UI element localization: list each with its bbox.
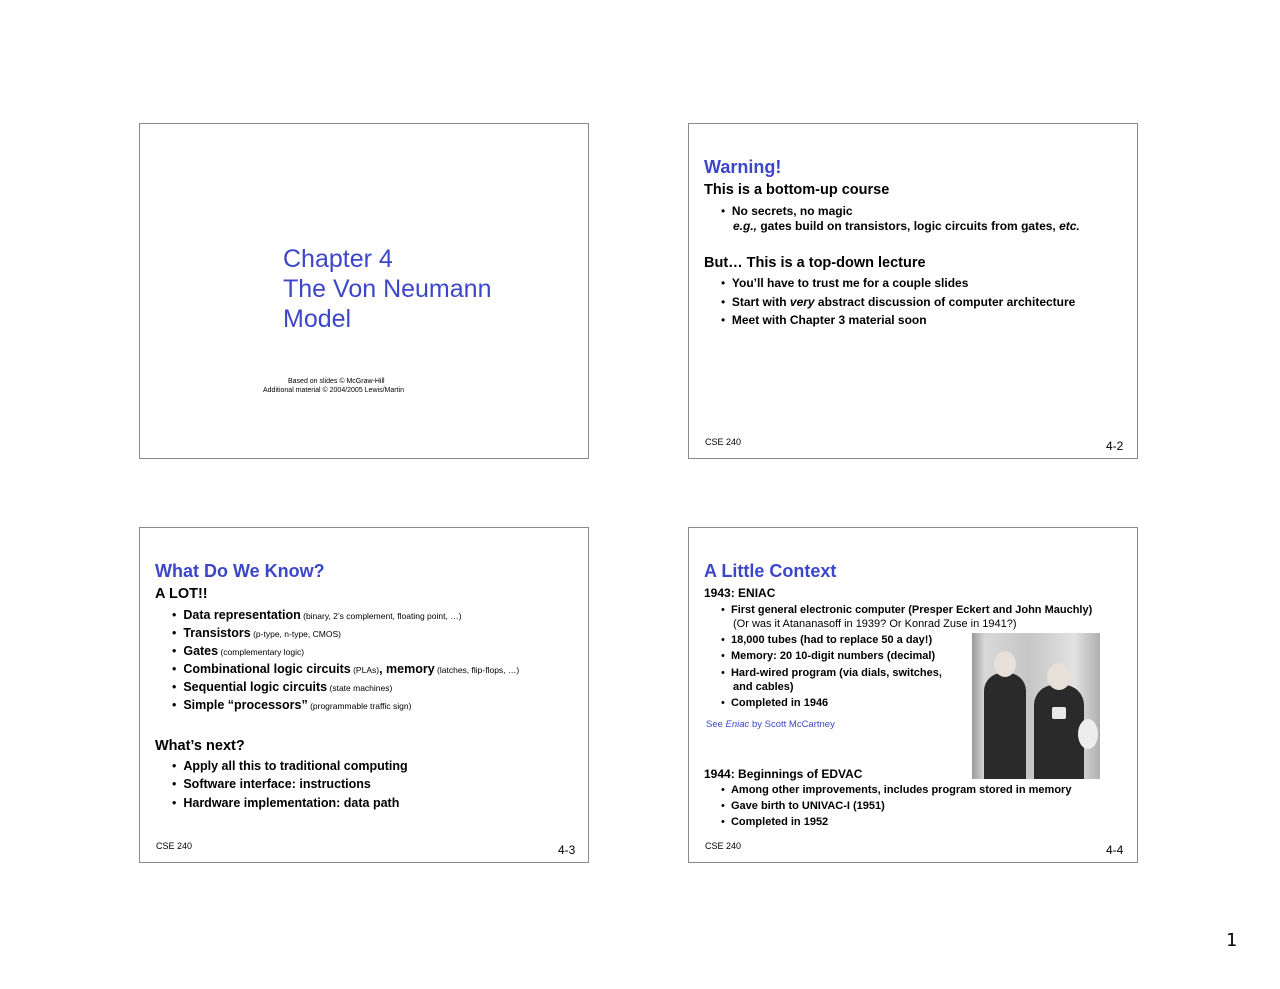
bullet-item: • Completed in 1946 bbox=[721, 697, 829, 709]
slide-title: A Little Context bbox=[704, 561, 837, 581]
reference-link[interactable] bbox=[706, 719, 835, 730]
eg-text: e.g., bbox=[733, 219, 758, 233]
slide-page-number: 4-4 bbox=[1106, 843, 1124, 857]
person-left-silhouette bbox=[984, 673, 1026, 779]
bullet-text: First general electronic computer (Presper Eckert and John Mauchly) bbox=[730, 604, 1093, 616]
bullet-item: • Among other improvements, includes program stored in memory bbox=[721, 784, 1072, 796]
item-note: (programmable traffic sign) bbox=[307, 701, 412, 711]
list-item: • Simple “processors” (programmable traffic sign) bbox=[172, 698, 412, 712]
section-heading: A LOT!! bbox=[155, 586, 208, 602]
bullet-item: • Meet with Chapter 3 material soon bbox=[721, 313, 927, 327]
slide-footer: CSE 240 bbox=[705, 841, 742, 851]
bullet-item: • No secrets, no magic bbox=[721, 204, 853, 218]
item-main: Software interface: instructions bbox=[183, 777, 371, 791]
bullet-item: • Gave birth to UNIVAC-I (1951) bbox=[721, 800, 885, 812]
item-main: Sequential logic circuits bbox=[183, 680, 328, 694]
reference-title: Eniac bbox=[725, 719, 750, 730]
badge-shape bbox=[1052, 707, 1066, 719]
bullet-item: • 18,000 tubes (had to replace 50 a day!) bbox=[721, 634, 933, 646]
slide-title: Warning! bbox=[704, 157, 782, 177]
eniac-inventors-photo-icon bbox=[972, 633, 1100, 779]
bullet-text: Completed in 1946 bbox=[730, 697, 829, 709]
slide-4 bbox=[688, 527, 1138, 863]
slide-footer: CSE 240 bbox=[156, 841, 193, 851]
bullet-text: Start with bbox=[731, 295, 790, 309]
list-item: • Sequential logic circuits (state machines) bbox=[172, 680, 393, 694]
bullet-text: Completed in 1952 bbox=[730, 816, 829, 828]
slide-page-number: 4-3 bbox=[558, 843, 576, 857]
list-item: • Apply all this to traditional computing bbox=[172, 759, 408, 773]
item-note: (binary, 2’s complement, floating point, …) bbox=[300, 611, 462, 621]
bullet-text: Memory: 20 10-digit numbers (decimal) bbox=[730, 650, 936, 662]
bullet-text: You’ll have to trust me for a couple slides bbox=[731, 276, 969, 290]
bullet-item: • Completed in 1952 bbox=[721, 816, 829, 828]
bullet-text: No secrets, no magic bbox=[731, 204, 853, 218]
item-note-2: (latches, flip-flops, …) bbox=[434, 665, 520, 675]
chapter-title bbox=[283, 244, 491, 334]
list-item: • Combinational logic circuits (PLAs), memory (latches, flip-flops, …) bbox=[172, 662, 520, 676]
bullet-text: Among other improvements, includes program stored in memory bbox=[730, 784, 1072, 796]
bullet-text: Gave birth to UNIVAC-I (1951) bbox=[730, 800, 885, 812]
section-heading-2: What’s next? bbox=[155, 738, 245, 754]
slide-title: What Do We Know? bbox=[155, 561, 325, 581]
bullet-text: Hard-wired program (via dials, switches, bbox=[730, 667, 942, 679]
section-heading: 1943: ENIAC bbox=[704, 586, 776, 600]
credit-line-1: Based on slides © McGraw-Hill bbox=[288, 378, 385, 385]
section-heading-2: 1944: Beginnings of EDVAC bbox=[704, 767, 863, 781]
bullet-item: • Hard-wired program (via dials, switches, bbox=[721, 667, 942, 679]
item-note: (p-type, n-type, CMOS) bbox=[250, 629, 341, 639]
list-item: • Transistors (p-type, n-type, CMOS) bbox=[172, 626, 341, 640]
sheet-page-number: 1 bbox=[1226, 930, 1237, 951]
chapter-name-line1: The Von Neumann bbox=[283, 275, 492, 303]
bullet-text: 18,000 tubes (had to replace 50 a day!) bbox=[730, 634, 933, 646]
slide-footer: CSE 240 bbox=[705, 437, 742, 447]
section-heading-2: But… This is a top-down lecture bbox=[704, 255, 926, 271]
item-main: Hardware implementation: data path bbox=[183, 796, 400, 810]
item-main: Apply all this to traditional computing bbox=[183, 759, 408, 773]
person-right-silhouette bbox=[1034, 685, 1084, 779]
reference-text: See bbox=[706, 719, 726, 730]
item-main: Simple “processors” bbox=[183, 698, 308, 712]
sub-bullet: (Or was it Atananasoff in 1939? Or Konrad Zuse in 1941?) bbox=[733, 618, 1017, 630]
credit-line-2: Additional material © 2004/2005 Lewis/Martin bbox=[263, 387, 404, 394]
slide-1 bbox=[139, 123, 589, 459]
item-note: (state machines) bbox=[327, 683, 393, 693]
item-main-2: , memory bbox=[379, 662, 435, 676]
item-main: Transistors bbox=[183, 626, 251, 640]
list-item: • Software interface: instructions bbox=[172, 777, 371, 791]
item-main: Combinational logic circuits bbox=[183, 662, 351, 676]
list-item: • Data representation (binary, 2’s complement, floating point, …) bbox=[172, 608, 462, 622]
bullet-text: Meet with Chapter 3 material soon bbox=[731, 313, 927, 327]
person-left-head bbox=[994, 651, 1016, 677]
chapter-number: Chapter 4 bbox=[283, 245, 393, 273]
item-main: Gates bbox=[183, 644, 219, 658]
reference-text: by Scott McCartney bbox=[749, 719, 835, 730]
plaque-shape bbox=[1078, 719, 1098, 749]
sub-bullet bbox=[733, 219, 1080, 233]
slide-3 bbox=[139, 527, 589, 863]
person-right-head bbox=[1047, 663, 1071, 690]
bullet-continuation: and cables) bbox=[733, 681, 794, 693]
bullet-item: • Memory: 20 10-digit numbers (decimal) bbox=[721, 650, 936, 662]
item-main: Data representation bbox=[183, 608, 301, 622]
list-item: • Gates (complementary logic) bbox=[172, 644, 305, 658]
list-item: • Hardware implementation: data path bbox=[172, 796, 400, 810]
bullet-item: • Start with very abstract discussion of computer architecture bbox=[721, 295, 1076, 309]
sub-bullet-text: gates build on transistors, logic circuits from gates, bbox=[757, 219, 1060, 233]
bullet-item: • You’ll have to trust me for a couple slides bbox=[721, 276, 969, 290]
slide-2 bbox=[688, 123, 1138, 459]
item-note: (complementary logic) bbox=[218, 647, 305, 657]
bullet-item: • First general electronic computer (Presper Eckert and John Mauchly) bbox=[721, 604, 1093, 616]
item-note: (PLAs) bbox=[350, 665, 380, 675]
etc-text: etc. bbox=[1059, 219, 1080, 233]
emphasis-text: very bbox=[789, 295, 815, 309]
chapter-name-line2: Model bbox=[283, 305, 352, 333]
bullet-text: abstract discussion of computer architecture bbox=[814, 295, 1076, 309]
section-heading: This is a bottom-up course bbox=[704, 182, 890, 198]
slide-page-number: 4-2 bbox=[1106, 439, 1124, 453]
